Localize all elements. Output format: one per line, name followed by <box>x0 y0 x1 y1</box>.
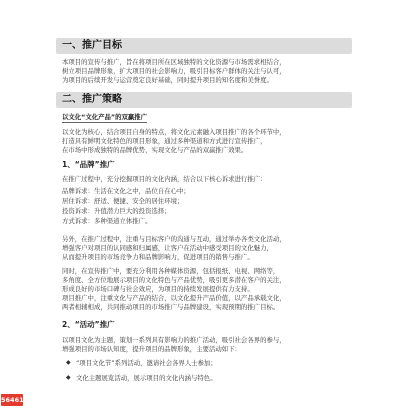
subsection-2-line: 增强项目的市场认知度，提升项目的品牌形象，主要活动如下： <box>62 345 241 353</box>
subsection-1-line: 方式诉求：多种渠道立体推广。 <box>62 217 152 225</box>
section-2-para3-line: 同时，在宣传推广中，要充分利用各种媒体资源，包括报纸、电视、网络等， <box>62 267 280 275</box>
subsection-2-title: 2、“活动”推广 <box>62 320 115 329</box>
section-2-subheading: 以文化“文化产品”的双赢推广 <box>62 113 148 121</box>
section-2-title: 二、推广策略 <box>62 94 122 105</box>
section-2-para3-line: 多角度、全方位地展示项目的文化特色与产品优势，吸引更多潜在客户的关注， <box>62 276 286 284</box>
subsection-1-line: 在推广过程中，充分挖掘项目的文化内涵，结合以下核心诉求进行推广： <box>62 175 267 183</box>
bullet-diamond-icon: ◆ <box>66 374 71 381</box>
section-2-para1-line: 在市场中形成独特的品牌优势，实现文化与产品的双赢推广效果。 <box>62 146 248 154</box>
subsection-1-title: 1、“品牌”推广 <box>62 160 115 169</box>
section-1-para-line: 树立项目品牌形象，扩大项目的社会影响力，吸引目标客户群体的关注与认可， <box>62 67 286 75</box>
bullet-item: “项目文化节”系列活动，邀请社会各界人士参加； <box>76 359 217 367</box>
subsection-1-line: 品牌诉求：生活在文化之中，品位自在心中； <box>62 187 190 195</box>
subsection-1-line: 投资诉求：升值潜力巨大的投资选择； <box>62 207 171 215</box>
bullet-item: 文化主题展览活动，展示项目的文化内涵与特色。 <box>76 374 217 382</box>
section-1-para-line: 为项目的后续开发与运营奠定良好基础，同时提升项目的知名度和美誉度。 <box>62 76 273 84</box>
section-2-para1-line: 以文化为核心，结合项目自身的特点，将文化元素融入项目推广的各个环节中， <box>62 128 286 136</box>
section-2-para1-line: 打造具有鲜明文化特色的项目形象，通过多种渠道和方式进行宣传推广， <box>62 137 267 145</box>
section-2-para2-line: 从而提升项目的市场竞争力和品牌影响力，促进项目的销售与推广。 <box>62 253 254 261</box>
subsection-2-line: 以项目文化为主题，策划一系列具有影响力的推广活动，吸引社会各界的参与， <box>62 336 286 344</box>
bullet-diamond-icon: ◆ <box>66 359 71 366</box>
section-2-para2-line: 另外，在推广过程中，注重与目标客户的沟通与互动，通过举办各类文化活动， <box>62 235 286 243</box>
section-1-para-line: 本项目的宣传与推广，旨在将项目所在区域独特的文化资源与市场需求相结合， <box>62 58 286 66</box>
section-2-para3-line: 形成良好的市场口碑与社会效应，为项目的持续发展提供有力支持。 <box>62 285 254 293</box>
section-2-para3-line: 项目推广中，注重文化与产品的结合，以文化提升产品价值，以产品承载文化， <box>62 294 286 302</box>
section-2-para3-line: 两者相辅相成，共同推动项目的市场推广与品牌建设，实现预期的推广目标。 <box>62 303 280 311</box>
corner-logo: 56461 <box>1 396 24 404</box>
section-2-para2-line: 增强客户对项目的认同感和归属感，让客户在活动中感受项目的文化魅力， <box>62 244 273 252</box>
subsection-1-line: 居住诉求：舒适、便捷、安全的居住环境； <box>62 197 184 205</box>
section-1-title: 一、推广目标 <box>62 40 122 51</box>
